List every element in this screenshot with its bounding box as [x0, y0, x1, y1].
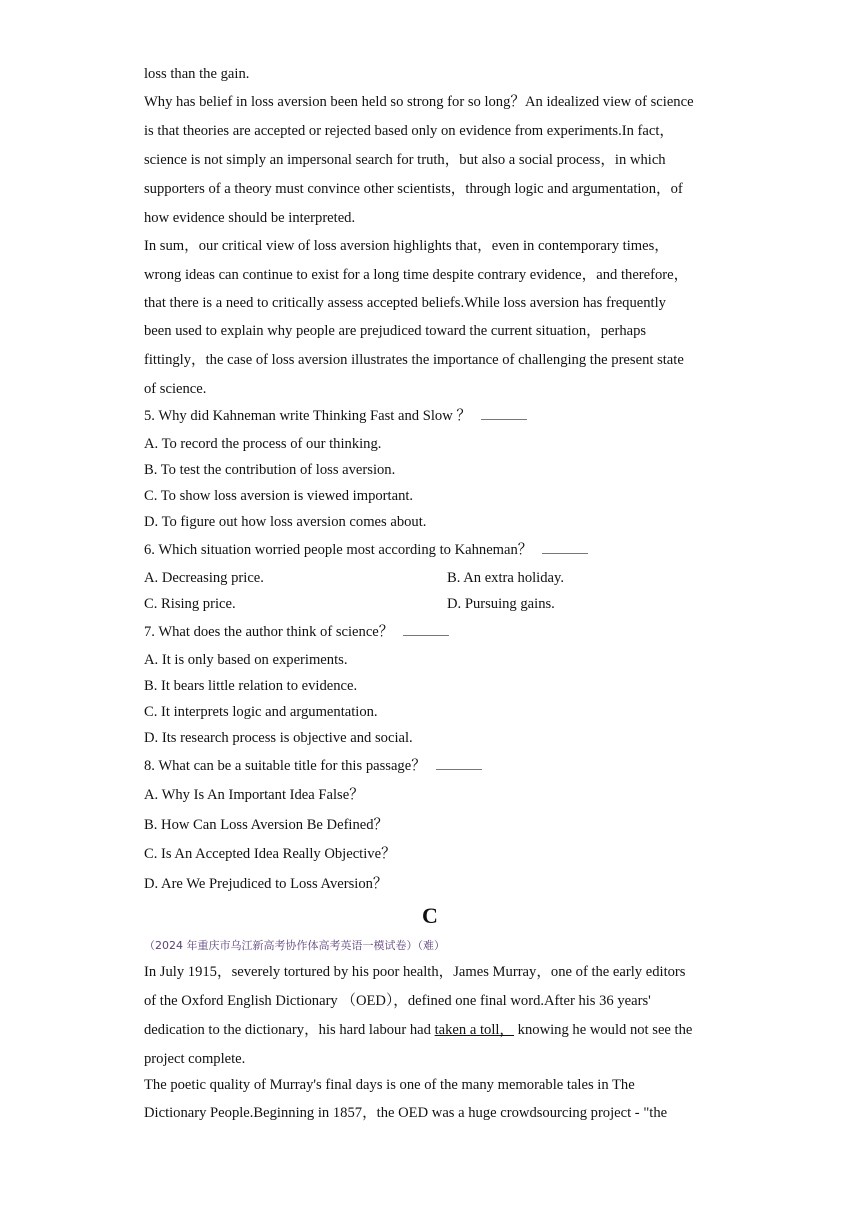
- passage-line: project complete.: [144, 1051, 246, 1067]
- question-7-option-b[interactable]: B. It bears little relation to evidence.: [144, 678, 358, 694]
- question-text: 8. What can be a suitable title for this passage？: [144, 758, 426, 774]
- question-6-option-c[interactable]: C. Rising price.: [144, 596, 236, 612]
- question-6-stem: [144, 541, 588, 559]
- question-7-stem: [144, 623, 449, 641]
- passage-text: dedication to the dictionary，his hard labour had: [144, 1022, 435, 1038]
- question-8-option-d[interactable]: D. Are We Prejudiced to Loss Aversion？: [144, 876, 388, 892]
- source-citation: （2024 年重庆市乌江新高考协作体高考英语一模试卷）（难）: [144, 939, 445, 952]
- question-text: 7. What does the author think of science？: [144, 624, 394, 640]
- question-8-option-c[interactable]: C. Is An Accepted Idea Really Objective？: [144, 846, 396, 862]
- passage-line: of the Oxford English Dictionary （OED），defined one final word.After his 36 years': [144, 993, 651, 1009]
- underlined-phrase: taken a toll，: [434, 1022, 515, 1038]
- passage-line: Dictionary People.Beginning in 1857，the OED was a huge crowdsourcing project - "the: [144, 1105, 668, 1121]
- passage-text: knowing he would not see the: [514, 1022, 693, 1038]
- question-5-option-c[interactable]: C. To show loss aversion is viewed important.: [144, 488, 414, 504]
- answer-blank[interactable]: [403, 623, 449, 636]
- passage-line: Why has belief in loss aversion been held so strong for so long？An idealized view of science: [144, 94, 694, 110]
- passage-line: how evidence should be interpreted.: [144, 210, 356, 226]
- passage-line: science is not simply an impersonal search for truth，but also a social process，in which: [144, 152, 666, 168]
- question-7-option-c[interactable]: C. It interprets logic and argumentation.: [144, 704, 378, 720]
- passage-line: wrong ideas can continue to exist for a long time despite contrary evidence，and therefore，: [144, 267, 689, 283]
- passage-line: [144, 1021, 692, 1039]
- passage-line: been used to explain why people are prejudiced toward the current situation，perhaps: [144, 323, 647, 339]
- answer-blank[interactable]: [542, 541, 588, 554]
- passage-line: of science.: [144, 381, 207, 397]
- passage-line: In July 1915，severely tortured by his poor health，James Murray，one of the early editors: [144, 964, 686, 980]
- question-text: 6. Which situation worried people most according to Kahneman？: [144, 542, 533, 558]
- question-6-option-d[interactable]: D. Pursuing gains.: [447, 596, 555, 612]
- answer-blank[interactable]: [436, 757, 482, 770]
- passage-line: supporters of a theory must convince other scientists，through logic and argumentation，of: [144, 181, 683, 197]
- passage-line: that there is a need to critically assess accepted beliefs.While loss aversion has frequently: [144, 295, 666, 311]
- passage-line: fittingly，the case of loss aversion illustrates the importance of challenging the present state: [144, 352, 684, 368]
- question-5-stem: [144, 407, 527, 425]
- question-8-stem: [144, 757, 482, 775]
- section-heading: C: [422, 903, 438, 928]
- answer-blank[interactable]: [481, 407, 527, 420]
- passage-line: In sum，our critical view of loss aversion highlights that，even in contemporary times，: [144, 238, 669, 254]
- passage-line: loss than the gain.: [144, 66, 250, 82]
- question-text: 5. Why did Kahneman write Thinking Fast and Slow ？: [144, 408, 471, 424]
- question-7-option-a[interactable]: A. It is only based on experiments.: [144, 652, 348, 668]
- passage-line: The poetic quality of Murray's final days is one of the many memorable tales in The: [144, 1077, 635, 1093]
- question-5-option-b[interactable]: B. To test the contribution of loss aversion.: [144, 462, 396, 478]
- question-6-option-a[interactable]: A. Decreasing price.: [144, 570, 264, 586]
- question-8-option-b[interactable]: B. How Can Loss Aversion Be Defined？: [144, 817, 389, 833]
- passage-line: is that theories are accepted or rejected based only on evidence from experiments.In fact，: [144, 123, 675, 139]
- question-5-option-d[interactable]: D. To figure out how loss aversion comes about.: [144, 514, 427, 530]
- question-7-option-d[interactable]: D. Its research process is objective and social.: [144, 730, 413, 746]
- question-5-option-a[interactable]: A. To record the process of our thinking.: [144, 436, 382, 452]
- question-6-option-b[interactable]: B. An extra holiday.: [447, 570, 564, 586]
- question-8-option-a[interactable]: A. Why Is An Important Idea False？: [144, 787, 364, 803]
